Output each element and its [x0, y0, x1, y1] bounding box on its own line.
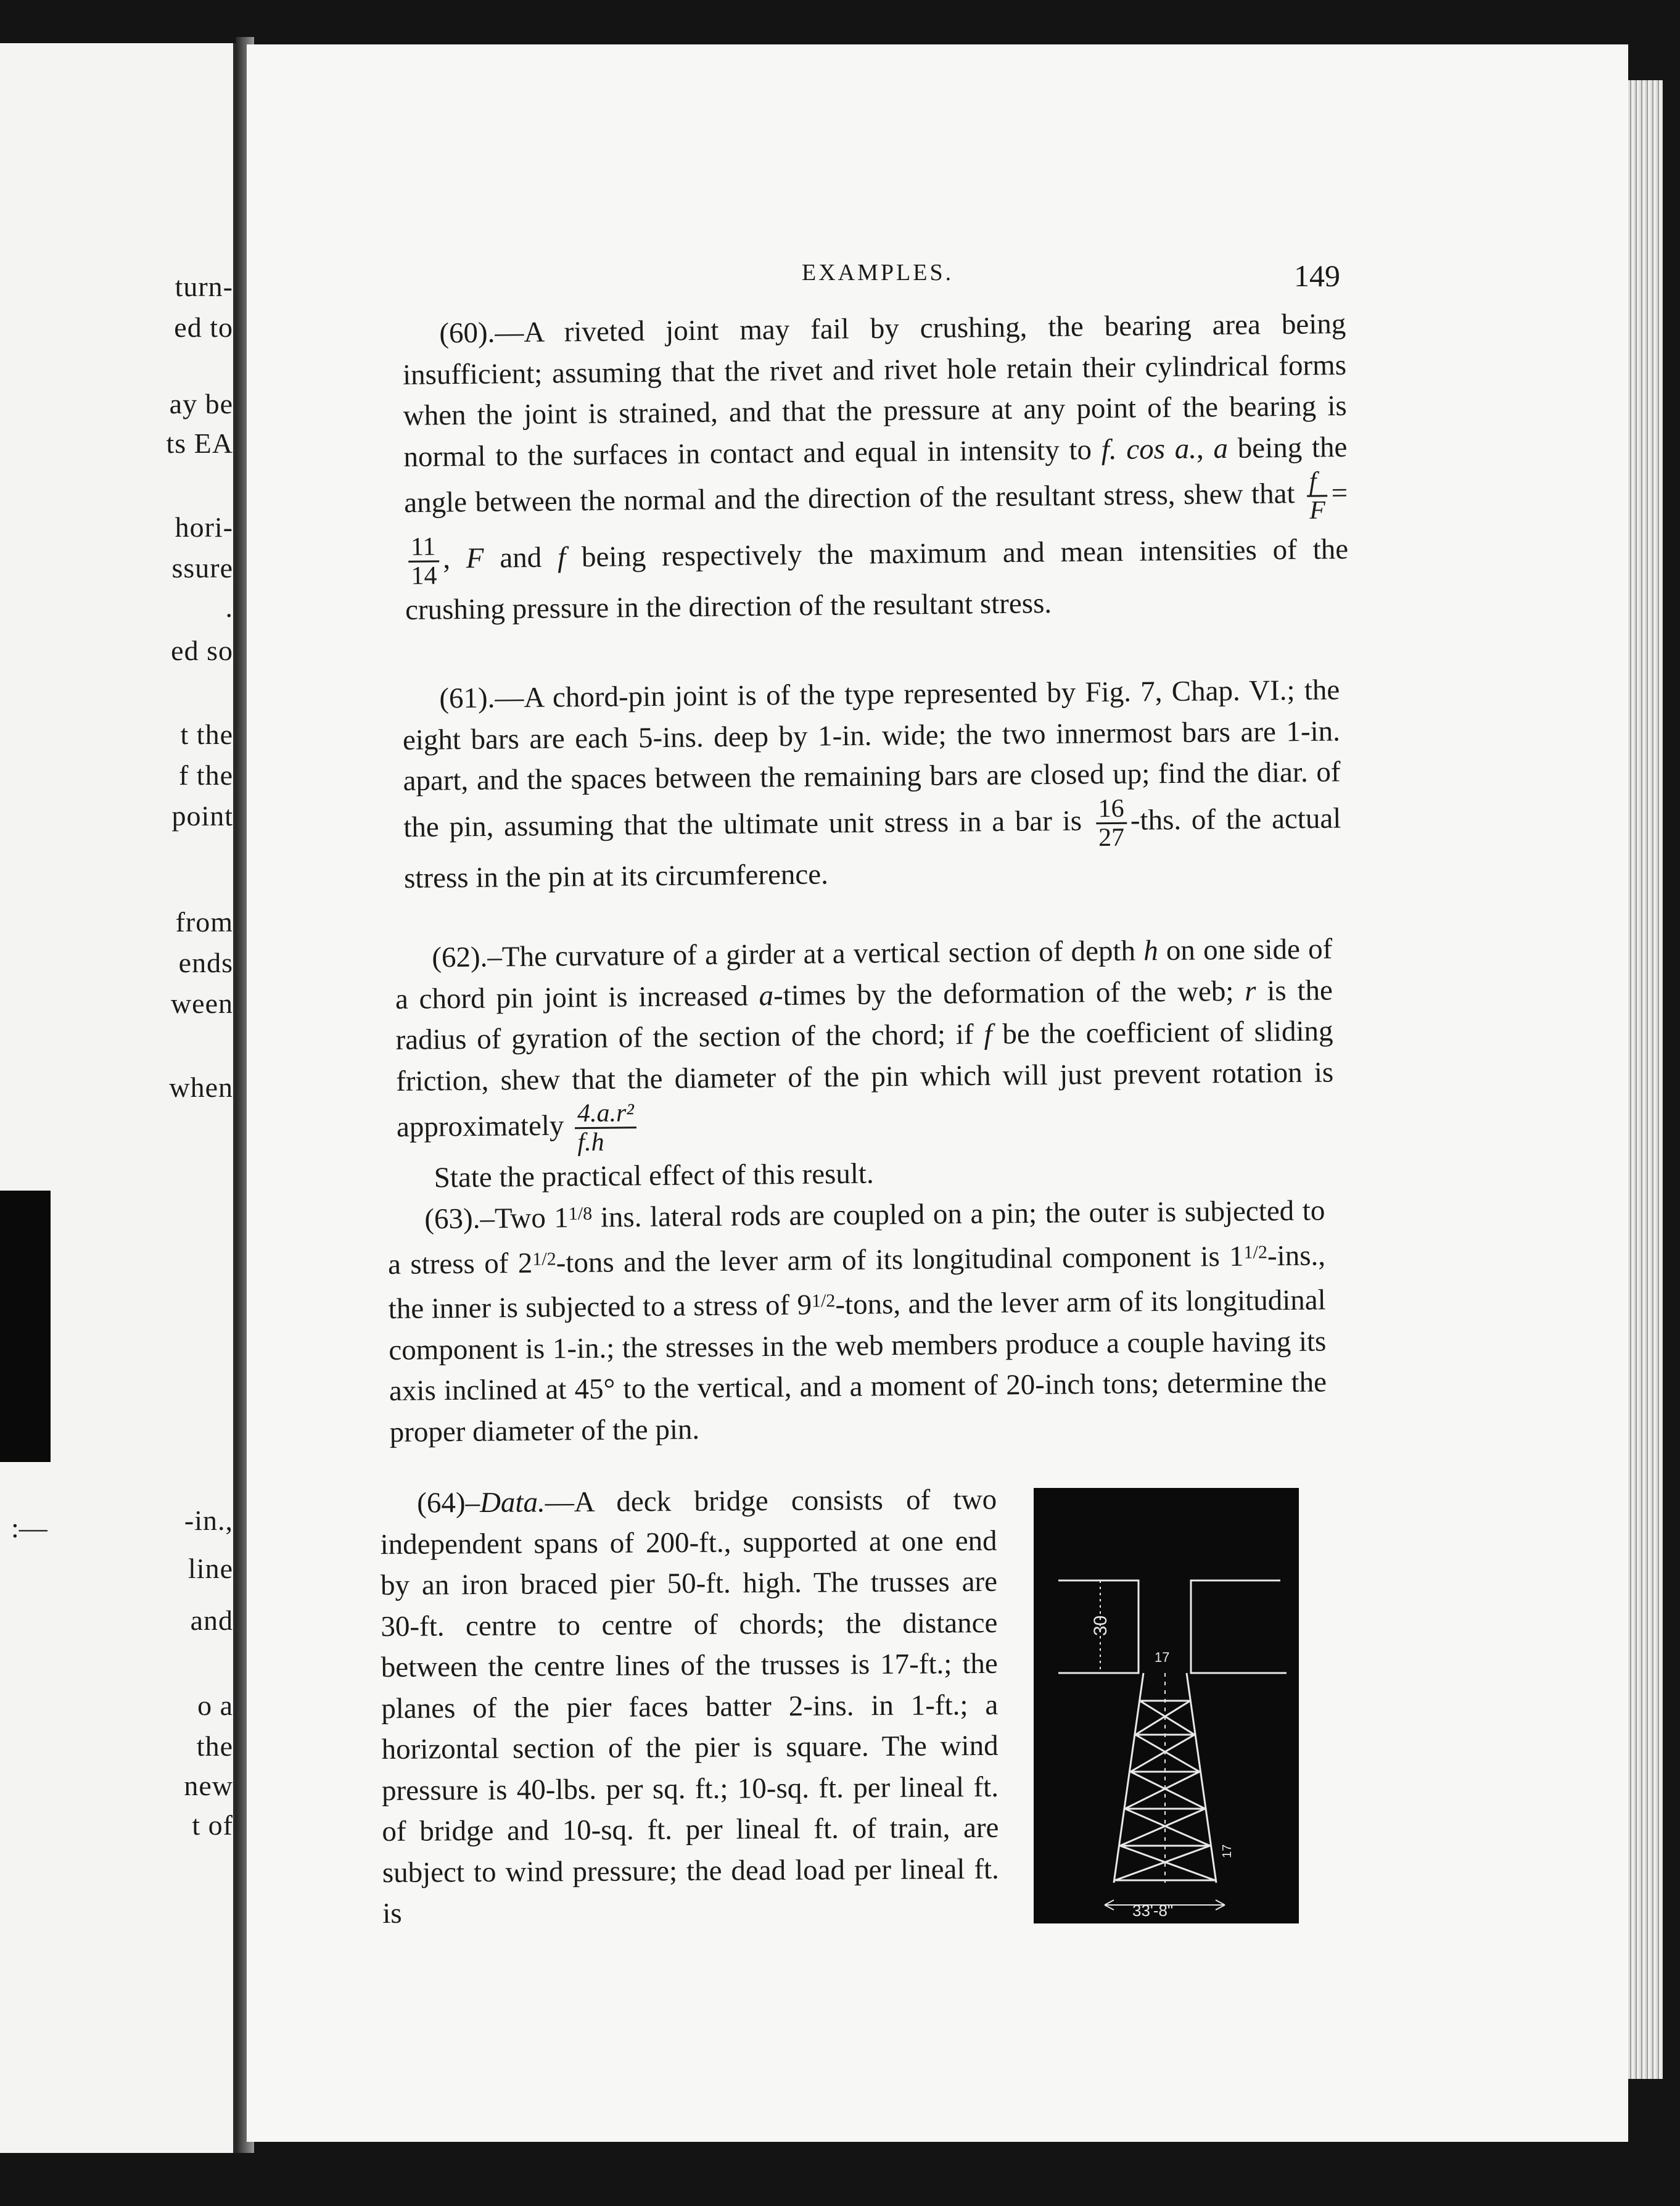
left-page-line: ed so	[171, 635, 233, 666]
pier-right-leg	[1187, 1673, 1216, 1883]
left-page-dash: :—	[11, 1512, 47, 1543]
left-page-line: turn-	[175, 271, 233, 302]
left-page-line: ts EA	[166, 428, 233, 459]
left-page-line: ed to	[174, 312, 233, 343]
example-64: (64)–Data.—A deck bridge consists of two independent spans of 200-ft., supported at one end by an iron braced pier 50-ft. high. The trusses are 30-ft. centre to centre of chords; the distance between the centre lines of the trusses is 17-ft.; the planes of the pier faces batter 2-ins. in 1-ft.; a horizontal section of the pier is square. The wind pressure is 40-lbs. per sq. ft.; 10-sq. ft. per lineal ft. of bridge and 10-sq. ft. per lineal ft. of train, are subject to wind pressure; the dead load per lineal ft. is	[380, 1483, 999, 1930]
right-span-outline	[1191, 1580, 1287, 1673]
left-page-line: the	[196, 1730, 233, 1762]
left-page-line: line	[188, 1553, 233, 1584]
left-page-line: .	[225, 592, 233, 623]
left-page-line: t the	[180, 719, 233, 750]
left-page-line: f the	[178, 759, 233, 791]
pier-left-leg	[1114, 1673, 1143, 1883]
example-number: (64)–	[417, 1487, 480, 1519]
example-number: (61).	[439, 682, 495, 715]
left-page-line: o a	[197, 1690, 233, 1721]
example-60: (60).—A riveted joint may fail by crushing, the bearing area being insufficient; assuming that the rivet and rivet hole retain their cylindrical forms when the joint is strained, and that the pressure at any point of the bearing is normal to the surfaces in contact and equal in intensity to f. cos a., a being the angle between the normal and the direction of the resultant stress, shew that $\frac{f}{F}$ = $\frac{11}{14}$ , F and f being respectively the maximum and mean intensities of the crushing pressure in the direction of the resultant stress.	[402, 307, 1349, 626]
left-page-line: new	[184, 1770, 233, 1801]
example-number: (63).	[424, 1202, 480, 1236]
left-page-plate	[0, 1191, 51, 1462]
left-page-line: when	[169, 1072, 233, 1103]
label-base-width: 33'-8"	[1132, 1901, 1174, 1920]
left-page-line: ends	[178, 947, 233, 978]
left-page-line: point	[171, 800, 233, 832]
pier-diagram	[1034, 1488, 1299, 1923]
example-61: (61).—A chord-pin joint is of the type represented by Fig. 7, Chap. VI.; the eight bars are each 5-ins. deep by 1-in. wide; the two innermost bars are 1-in. apart, and the spaces between the remaining bars are closed up; find the diar. of the pin, assuming that the ultimate unit stress in a bar is $\frac{16}{27}$ -ths. of the actual stress in the pin at its circumference.	[402, 674, 1341, 894]
label-17: 17	[1155, 1650, 1170, 1665]
fraction-f-over-F: $\frac{f}{F}$	[1307, 468, 1328, 524]
page-number: 149	[1294, 258, 1340, 293]
fraction-16-over-27: $\frac{16}{27}$	[1095, 795, 1127, 851]
label-30: 30	[1090, 1615, 1111, 1636]
pier-diagram-svg	[1034, 1488, 1299, 1923]
left-page-line: t of	[192, 1809, 233, 1841]
left-page-line: ay be	[169, 388, 233, 419]
left-page-line: from	[175, 906, 233, 938]
fraction-pin-diameter: $\frac{\text{4.a.r²}}{f.h}$	[575, 1099, 637, 1156]
fraction-11-over-14: $\frac{11}{14}$	[408, 533, 440, 590]
label-side: 17	[1221, 1844, 1234, 1858]
left-page-line: and	[190, 1605, 233, 1636]
example-63: (63).–Two $1^{1/8}$ ins. lateral rods are coupled on a pin; the outer is subjected to a stress of $2^{1/2}$-tons and the lever arm of its longitudinal component is $1^{1/2}$-ins., the inner is subjected to a stress of $9^{1/2}$-tons, and the lever arm of its longitudinal component is 1-in.; the stresses in the web members produce a couple having its axis inclined at 45° to the vertical, and a moment of 20-inch tons; determine the proper diameter of the pin.	[387, 1194, 1327, 1448]
left-page-line: -in.,	[184, 1505, 233, 1536]
page-edges	[1628, 80, 1663, 2079]
example-number: (62).	[432, 941, 488, 974]
left-page-line: hori-	[175, 511, 233, 543]
left-page-line: ssure	[171, 552, 233, 584]
running-head: EXAMPLES.	[802, 260, 954, 286]
example-62: (62).–The curvature of a girder at a vertical section of depth h on one side of a chord pin joint is increased a-times by the deformation of the web; r is the radius of gyration of the section of the chord; if f be the coefficient of sliding friction, shew that the diameter of the pin which will just prevent rotation is approximately $\frac{\text{4.a.r²}}{f.h}$ State the practical effect of this result.	[395, 933, 1334, 1194]
left-page-line: ween	[170, 988, 233, 1019]
left-facing-page	[0, 43, 236, 2153]
example-number: (60).	[439, 316, 495, 350]
